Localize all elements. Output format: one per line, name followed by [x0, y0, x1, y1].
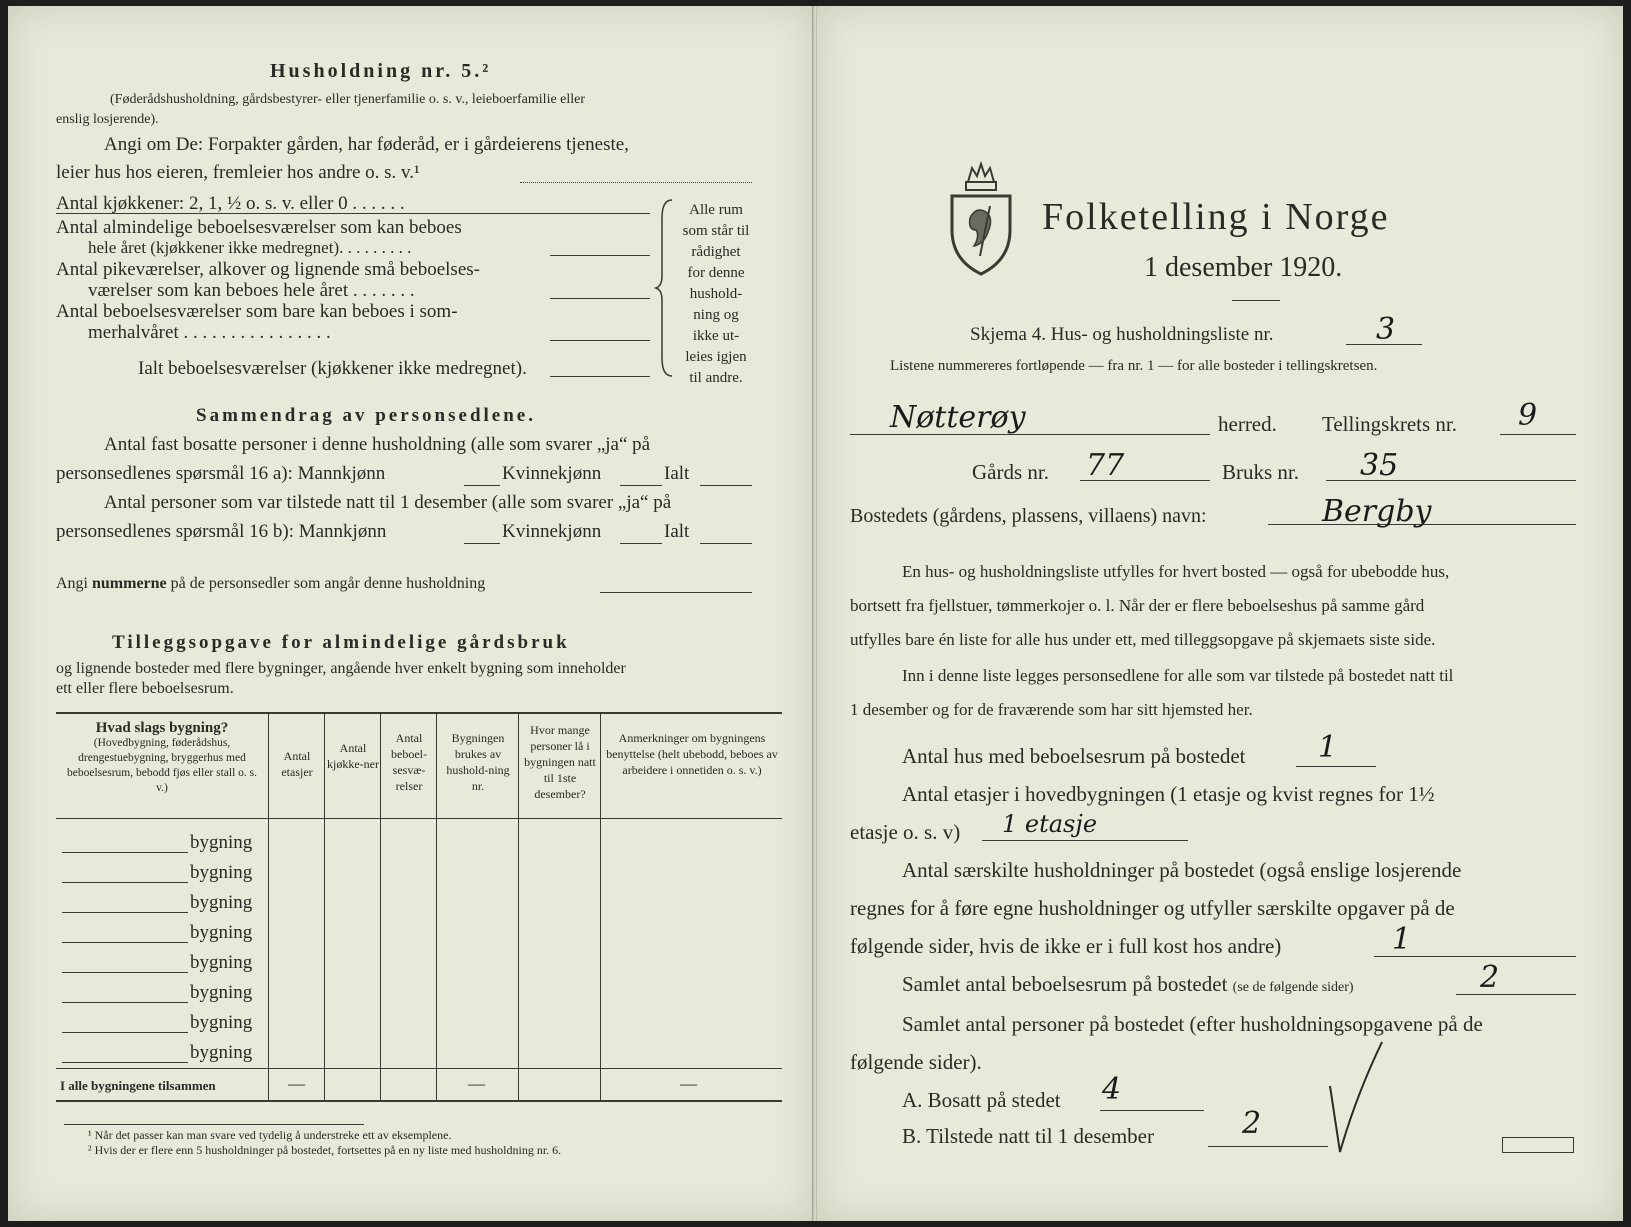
table-col4-header: Antal beboel-sesvæ-relser	[391, 731, 427, 793]
numbers-label	[56, 575, 485, 593]
table-col-divider	[600, 714, 601, 1100]
summary-2-total-line	[700, 543, 752, 544]
q-etasjer-value: 1 etasje	[1002, 810, 1098, 838]
rooms-maid-2: værelser som kan beboes hele året . . . . . . .	[88, 280, 415, 301]
extra-1: og lignende bosteder med flere bygninger, angående hver enkelt bygning som inneholder	[56, 660, 626, 677]
table-row-blank	[62, 942, 188, 943]
title-divider	[1232, 300, 1280, 301]
q-rum-note: (se de følgende sider)	[1232, 980, 1354, 995]
q-etasjer-line2: etasje o. s. v)	[850, 820, 961, 844]
krets-answer-line	[1500, 434, 1576, 435]
para2-line2: 1 desember og for de fraværende som har sitt hjemsted her.	[850, 700, 1253, 719]
footnote-rule	[64, 1124, 364, 1125]
census-date: 1 desember 1920.	[1144, 252, 1343, 283]
q-hus-label: Antal hus med beboelsesrum på bostedet	[902, 744, 1246, 768]
brace-icon	[654, 198, 676, 378]
q-hus-value: 1	[1318, 730, 1338, 765]
q-rum-value: 2	[1480, 960, 1500, 995]
summary-1-total-label: Ialt	[664, 463, 690, 484]
herred-label: herred.	[1218, 412, 1277, 436]
table-row-blank	[62, 972, 188, 973]
gards-value: 77	[1086, 448, 1125, 483]
table-row-blank	[62, 1002, 188, 1003]
summary-2-male-line	[464, 543, 500, 544]
summary-2-total-label: Ialt	[664, 521, 690, 542]
table-col1-sub: (Hovedbygning, føderådshus, drengestuebygning, bryggerhus med beboelsesrum, bebodd fjøs eller stall o. s. v.)	[66, 737, 258, 794]
table-total-label: I alle bygningene tilsammen	[60, 1078, 216, 1093]
table-row-label: bygning	[190, 922, 253, 943]
table-col-divider	[518, 714, 519, 1100]
table-row-blank	[62, 852, 188, 853]
side-note-line: ikke ut-	[692, 328, 740, 344]
b-value: 2	[1242, 1106, 1262, 1141]
side-note-line: rådighet	[691, 244, 741, 260]
bosted-value: Bergby	[1322, 494, 1432, 529]
krets-label: Tellingskrets nr.	[1322, 412, 1458, 436]
question-1: Angi om De: Forpakter gården, har føderåd, er i gårdeierens tjeneste,	[104, 134, 629, 155]
table-row-label: bygning	[190, 832, 253, 853]
para1-line2: bortsett fra fjellstuer, tømmerkojer o. l. Når der er flere beboelseshus på samme gård	[850, 596, 1425, 615]
q-hus-answer-line	[1296, 766, 1376, 767]
b-answer-line	[1208, 1146, 1328, 1147]
side-note-line: ning og	[693, 307, 739, 323]
summary-2-female-label: Kvinnekjønn	[502, 521, 602, 542]
table-row-label: bygning	[190, 1012, 253, 1033]
side-note	[676, 200, 756, 389]
table-col2-header: Antal etasjer	[281, 749, 313, 779]
summary-1-total-line	[700, 485, 752, 486]
footnote-2: ² Hvis der er flere enn 5 husholdninger på bostedet, fortsettes på en ny liste med husholdning nr. 6.	[88, 1143, 562, 1157]
table-col-divider	[380, 714, 381, 1100]
table-row-label: bygning	[190, 1042, 253, 1063]
a-label: A. Bosatt på stedet	[902, 1088, 1061, 1112]
q-pers-line1: Samlet antal personer på bostedet (efter husholdningsopgavene på de	[902, 1012, 1483, 1036]
gards-label: Gårds nr.	[972, 460, 1049, 484]
household-title: Husholdning nr. 5.²	[270, 60, 492, 82]
summary-1-female-label: Kvinnekjønn	[502, 463, 602, 484]
answer-line-arrangement	[520, 182, 752, 183]
table-total-dash: —	[680, 1074, 697, 1093]
table-row-blank	[62, 1062, 188, 1063]
footnote-1: ¹ Når det passer kan man svare ved tydelig å understreke ett av eksemplene.	[88, 1128, 452, 1142]
side-note-line: til andre.	[689, 370, 743, 386]
rooms-kitchens: Antal kjøkkener: 2, 1, ½ o. s. v. eller 0 . . . . . .	[56, 193, 405, 214]
krets-value: 9	[1518, 398, 1538, 433]
table-col1-header	[60, 720, 264, 796]
left-page	[8, 6, 814, 1221]
rooms-ordinary-1: Antal almindelige beboelsesværelser som kan beboes	[56, 217, 462, 238]
side-note-line: Alle rum	[689, 202, 743, 218]
q-hush-line1: Antal særskilte husholdninger på bostedet (også enslige losjerende	[902, 858, 1462, 882]
bruks-value: 35	[1360, 448, 1399, 483]
numbering-note: Listene nummereres fortløpende — fra nr. 1 — for alle bosteder i tellingskretsen.	[890, 358, 1378, 374]
rooms-answer-line-3	[550, 298, 650, 299]
q-hush-value: 1	[1392, 922, 1412, 957]
table-total-dash: —	[468, 1074, 485, 1093]
rooms-answer-line-1	[550, 213, 650, 214]
table-row-label: bygning	[190, 892, 253, 913]
intro-note-1: (Føderådshusholdning, gårdsbestyrer- eller tjenerfamilie o. s. v., leieboerfamilie eller	[110, 92, 586, 107]
summary-1-male-line	[464, 485, 500, 486]
schema-value: 3	[1376, 312, 1396, 347]
summary-2b: personsedlenes spørsmål 16 b): Mannkjønn	[56, 521, 387, 542]
rooms-answer-line-2	[550, 255, 650, 256]
summary-1b: personsedlenes spørsmål 16 a): Mannkjønn	[56, 463, 386, 484]
para1-line3: utfylles bare én liste for alle hus under ett, med tilleggsopgave på skjemaets siste side.	[850, 630, 1436, 649]
question-2: leier hus hos eieren, fremleier hos andre o. s. v.¹	[56, 162, 420, 183]
side-note-line: som står til	[682, 223, 750, 239]
numbers-label-pre: Angi	[56, 575, 88, 592]
table-col5-header: Bygningen brukes av hushold-ning nr.	[446, 731, 510, 793]
table-col6-header: Hvor mange personer lå i bygningen natt til 1ste desember?	[524, 723, 596, 801]
coat-of-arms-icon	[946, 160, 1016, 280]
a-value: 4	[1102, 1072, 1122, 1107]
summary-title: Sammendrag av personsedlene.	[196, 405, 536, 426]
bosted-label: Bostedets (gårdens, plassens, villaens) navn:	[850, 505, 1207, 527]
numbers-label-post: på de personsedler som angår denne husholdning	[170, 575, 486, 592]
rooms-ordinary-2: hele året (kjøkkener ikke medregnet). . . . . . . . .	[88, 238, 412, 257]
table-top-rule	[56, 712, 782, 714]
herred-value: Nøtterøy	[890, 400, 1026, 435]
numbers-answer-line	[600, 592, 752, 593]
q-etasjer-answer-line	[982, 840, 1188, 841]
census-title: Folketelling i Norge	[1042, 196, 1390, 238]
q-etasjer-line1: Antal etasjer i hovedbygningen (1 etasje og kvist regnes for 1½	[902, 782, 1435, 806]
table-total-dash: —	[288, 1074, 305, 1093]
rooms-rule	[56, 213, 550, 214]
side-note-line: hushold-	[689, 286, 743, 302]
summary-1a: Antal fast bosatte personer i denne husholdning (alle som svarer „ja“ på	[104, 434, 651, 455]
table-col3-header: Antal kjøkke-ner	[327, 741, 379, 771]
table-col7-header: Anmerkninger om bygningens benyttelse (helt ubebodd, beboes av arbeidere i onnetiden o. s. v.)	[606, 731, 778, 777]
table-col-divider	[268, 714, 269, 1100]
rooms-answer-line-total	[550, 376, 650, 377]
q-rum-label	[902, 972, 1354, 997]
summary-1-female-line	[620, 485, 662, 486]
extra-title: Tilleggsopgave for almindelige gårdsbruk	[112, 632, 570, 653]
b-label: B. Tilstede natt til 1 desember	[902, 1124, 1154, 1148]
table-bottom-rule	[56, 1100, 782, 1102]
table-col-divider	[324, 714, 325, 1100]
q-hush-line3: følgende sider, hvis de ikke er i full kost hos andre)	[850, 934, 1282, 958]
q-pers-line2: følgende sider).	[850, 1050, 982, 1074]
numbers-label-bold: nummerne	[92, 575, 167, 592]
bruks-label: Bruks nr.	[1222, 460, 1300, 484]
table-row-label: bygning	[190, 862, 253, 883]
table-row-blank	[62, 912, 188, 913]
table-row-label: bygning	[190, 982, 253, 1003]
schema-label: Skjema 4. Hus- og husholdningsliste nr.	[970, 324, 1274, 345]
summary-2a: Antal personer som var tilstede natt til 1 desember (alle som svarer „ja“ på	[104, 492, 672, 513]
table-col-divider	[436, 714, 437, 1100]
table-row-blank	[62, 1032, 188, 1033]
rooms-maid-1: Antal pikeværelser, alkover og lignende små beboelses-	[56, 259, 480, 280]
summary-2-female-line	[620, 543, 662, 544]
para2-line1: Inn i denne liste legges personsedlene for alle som var tilstede på bostedet natt til	[902, 666, 1454, 685]
table-row-blank	[62, 882, 188, 883]
side-note-line: for denne	[687, 265, 745, 281]
para1-line1: En hus- og husholdningsliste utfylles for hvert bosted — også for ubebodde hus,	[902, 562, 1450, 581]
q-rum-answer-line	[1456, 994, 1576, 995]
rooms-total: Ialt beboelsesværelser (kjøkkener ikke medregnet).	[138, 358, 527, 379]
rooms-summer-2: merhalvåret . . . . . . . . . . . . . . . .	[88, 322, 331, 343]
side-note-line: leies igjen	[685, 349, 747, 365]
table-col1-title: Hvad slags bygning?	[95, 720, 229, 736]
rooms-answer-line-4	[550, 340, 650, 341]
q-rum-text: Samlet antal beboelsesrum på bostedet	[902, 972, 1228, 996]
table-header-rule	[56, 818, 782, 819]
rooms-summer-1: Antal beboelsesværelser som bare kan beboes i som-	[56, 301, 458, 322]
table-body-rule	[56, 1068, 782, 1069]
a-answer-line	[1100, 1110, 1204, 1111]
q-hush-line2: regnes for å føre egne husholdninger og utfyller særskilte opgaver på de	[850, 896, 1455, 920]
extra-2: ett eller flere beboelsesrum.	[56, 680, 234, 697]
intro-note-2: enslig losjerende).	[56, 112, 159, 127]
table-row-label: bygning	[190, 952, 253, 973]
printer-stamp	[1502, 1137, 1574, 1153]
check-mark-icon	[1326, 1036, 1386, 1156]
